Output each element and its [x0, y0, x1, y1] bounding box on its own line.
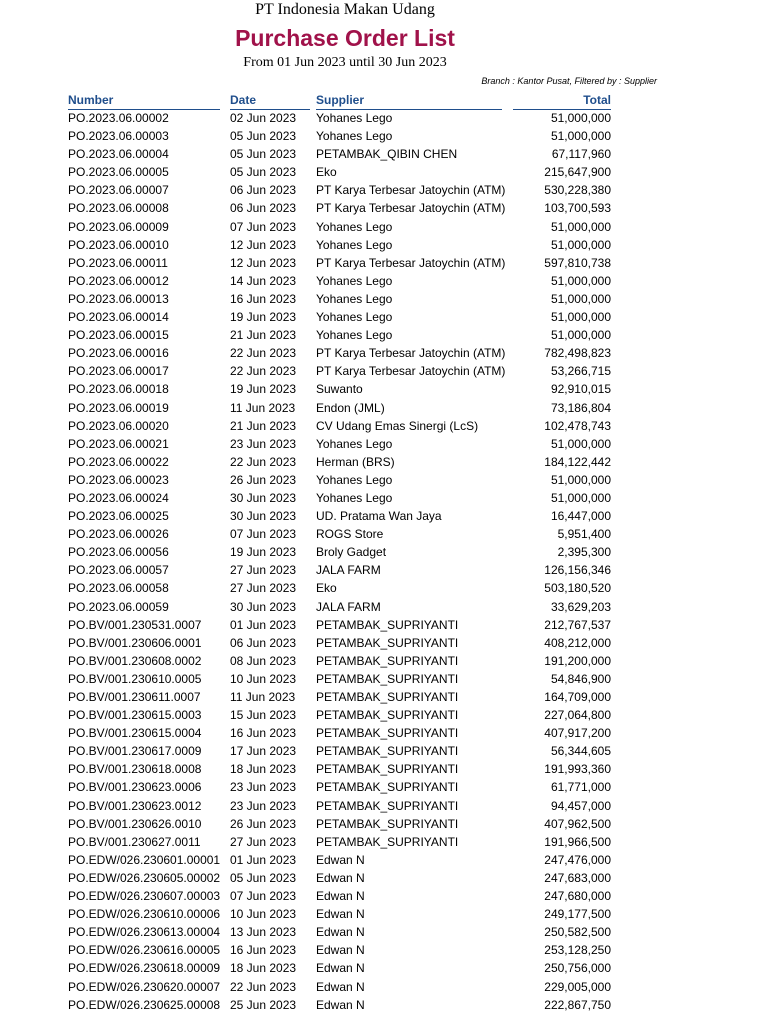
table-row [0, 380, 768, 398]
cell-supplier: PETAMBAK_SUPRIYANTI [316, 708, 459, 723]
cell-total: 102,478,743 [544, 418, 611, 433]
table-row [0, 417, 768, 435]
cell-date: 27 Jun 2023 [230, 563, 297, 578]
cell-supplier: PT Karya Terbesar Jatoychin (ATM) [316, 183, 506, 198]
cell-supplier: Yohanes Lego [316, 219, 393, 234]
cell-supplier: JALA FARM [316, 563, 381, 578]
table-row [0, 724, 768, 742]
cell-supplier: Edwan N [316, 852, 365, 867]
table-row [0, 742, 768, 760]
cell-supplier: Edwan N [316, 943, 365, 958]
cell-date: 26 Jun 2023 [230, 816, 297, 831]
cell-number: PO.2023.06.00003 [68, 129, 169, 144]
cell-date: 06 Jun 2023 [230, 183, 297, 198]
cell-number: PO.EDW/026.230625.00008 [68, 997, 221, 1012]
cell-date: 30 Jun 2023 [230, 599, 297, 614]
table-row [0, 598, 768, 616]
table-row [0, 435, 768, 453]
cell-supplier: Eko [316, 581, 337, 596]
cell-date: 27 Jun 2023 [230, 581, 297, 596]
cell-supplier: UD. Pratama Wan Jaya [316, 509, 442, 524]
cell-date: 07 Jun 2023 [230, 889, 297, 904]
company-name: PT Indonesia Makan Udang [255, 1, 435, 18]
cell-date: 10 Jun 2023 [230, 671, 297, 686]
cell-total: 94,457,000 [550, 798, 611, 813]
table-row [0, 996, 768, 1014]
cell-supplier: Edwan N [316, 870, 365, 885]
table-row [0, 923, 768, 941]
cell-date: 12 Jun 2023 [230, 237, 297, 252]
cell-total: 191,966,500 [544, 834, 611, 849]
cell-supplier: Edwan N [316, 925, 365, 940]
table-header [0, 92, 768, 109]
cell-total: 222,867,750 [544, 997, 611, 1012]
table-row [0, 688, 768, 706]
table-row [0, 344, 768, 362]
cell-supplier: Yohanes Lego [316, 436, 393, 451]
cell-supplier: PT Karya Terbesar Jatoychin (ATM) [316, 364, 506, 379]
table-row [0, 760, 768, 778]
cell-total: 56,344,605 [550, 744, 611, 759]
table-row [0, 869, 768, 887]
table-row [0, 399, 768, 417]
cell-total: 51,000,000 [550, 129, 611, 144]
cell-number: PO.2023.06.00010 [68, 237, 169, 252]
cell-supplier: PT Karya Terbesar Jatoychin (ATM) [316, 346, 506, 361]
cell-date: 18 Jun 2023 [230, 961, 297, 976]
cell-total: 61,771,000 [550, 780, 611, 795]
cell-date: 21 Jun 2023 [230, 418, 297, 433]
table-row [0, 634, 768, 652]
cell-supplier: Edwan N [316, 889, 365, 904]
cell-date: 22 Jun 2023 [230, 979, 297, 994]
cell-total: 164,709,000 [544, 690, 611, 704]
cell-supplier: PETAMBAK_SUPRIYANTI [316, 816, 459, 831]
table-row [0, 616, 768, 634]
table-row [0, 507, 768, 525]
cell-date: 15 Jun 2023 [230, 708, 297, 723]
cell-date: 30 Jun 2023 [230, 509, 297, 524]
cell-supplier: Yohanes Lego [316, 328, 393, 343]
cell-number: PO.BV/001.230615.0003 [68, 708, 202, 723]
cell-supplier: Yohanes Lego [316, 273, 393, 288]
cell-supplier: Edwan N [316, 961, 365, 976]
cell-number: PO.2023.06.00005 [68, 165, 169, 180]
cell-total: 54,846,900 [550, 671, 611, 686]
cell-supplier: Edwan N [316, 997, 365, 1012]
table-row [0, 199, 768, 217]
cell-number: PO.BV/001.230627.0011 [68, 834, 201, 849]
cell-supplier: Eko [316, 165, 337, 180]
cell-date: 14 Jun 2023 [230, 273, 297, 288]
report-title: Purchase Order List [235, 25, 455, 51]
cell-date: 11 Jun 2023 [230, 690, 296, 704]
cell-total: 191,993,360 [544, 762, 611, 777]
cell-date: 05 Jun 2023 [230, 870, 297, 885]
cell-total: 530,228,380 [544, 183, 611, 198]
cell-supplier: PETAMBAK_SUPRIYANTI [316, 653, 459, 668]
cell-number: PO.2023.06.00008 [68, 201, 169, 216]
cell-date: 21 Jun 2023 [230, 328, 297, 343]
cell-number: PO.2023.06.00014 [68, 310, 169, 325]
cell-number: PO.EDW/026.230616.00005 [68, 943, 221, 958]
cell-date: 16 Jun 2023 [230, 291, 297, 306]
table-row [0, 959, 768, 977]
cell-total: 51,000,000 [550, 273, 611, 288]
column-header-date: Date [230, 93, 310, 107]
cell-total: 73,186,804 [550, 400, 611, 415]
table-row [0, 706, 768, 724]
cell-number: PO.2023.06.00024 [68, 490, 169, 505]
table-row [0, 236, 768, 254]
cell-total: 247,683,000 [544, 870, 611, 885]
cell-date: 05 Jun 2023 [230, 165, 297, 180]
cell-total: 247,680,000 [544, 889, 611, 904]
cell-date: 12 Jun 2023 [230, 255, 297, 270]
cell-number: PO.2023.06.00016 [68, 346, 169, 361]
table-row [0, 652, 768, 670]
table-row [0, 489, 768, 507]
table-row [0, 272, 768, 290]
table-row [0, 109, 768, 127]
cell-date: 22 Jun 2023 [230, 364, 297, 379]
cell-date: 22 Jun 2023 [230, 346, 297, 361]
cell-supplier: PETAMBAK_SUPRIYANTI [316, 744, 459, 759]
cell-total: 227,064,800 [544, 708, 611, 723]
cell-date: 19 Jun 2023 [230, 310, 297, 325]
cell-number: PO.BV/001.230623.0006 [68, 780, 202, 795]
cell-date: 19 Jun 2023 [230, 545, 297, 560]
cell-total: 51,000,000 [550, 436, 611, 451]
cell-date: 01 Jun 2023 [230, 852, 297, 867]
cell-date: 23 Jun 2023 [230, 780, 297, 795]
table-row [0, 290, 768, 308]
table-row [0, 163, 768, 181]
column-header-supplier: Supplier [316, 93, 510, 107]
cell-supplier: JALA FARM [316, 599, 381, 614]
cell-total: 51,000,000 [550, 111, 611, 125]
cell-number: PO.EDW/026.230605.00002 [68, 870, 221, 885]
cell-date: 19 Jun 2023 [230, 382, 297, 397]
table-row [0, 254, 768, 272]
cell-total: 126,156,346 [544, 563, 611, 578]
cell-date: 18 Jun 2023 [230, 762, 297, 777]
cell-date: 22 Jun 2023 [230, 454, 297, 469]
cell-supplier: Edwan N [316, 907, 365, 922]
cell-total: 51,000,000 [550, 490, 611, 505]
cell-date: 23 Jun 2023 [230, 436, 297, 451]
cell-supplier: PETAMBAK_QIBIN CHEN [316, 147, 458, 162]
table-row [0, 543, 768, 561]
table-row [0, 181, 768, 199]
cell-date: 16 Jun 2023 [230, 726, 297, 741]
cell-supplier: Herman (BRS) [316, 454, 395, 469]
cell-supplier: PETAMBAK_SUPRIYANTI [316, 798, 459, 813]
cell-date: 05 Jun 2023 [230, 147, 297, 162]
cell-total: 53,266,715 [550, 364, 611, 379]
table-row [0, 471, 768, 489]
cell-date: 05 Jun 2023 [230, 129, 297, 144]
table-row [0, 815, 768, 833]
cell-supplier: Yohanes Lego [316, 472, 393, 487]
cell-date: 13 Jun 2023 [230, 925, 297, 940]
cell-total: 51,000,000 [550, 219, 611, 234]
table-row [0, 887, 768, 905]
cell-number: PO.2023.06.00058 [68, 581, 169, 596]
cell-number: PO.2023.06.00012 [68, 273, 169, 288]
cell-total: 16,447,000 [550, 509, 611, 524]
cell-number: PO.2023.06.00020 [68, 418, 169, 433]
cell-supplier: PETAMBAK_SUPRIYANTI [316, 762, 459, 777]
cell-date: 23 Jun 2023 [230, 798, 297, 813]
cell-number: PO.EDW/026.230618.00009 [68, 961, 221, 976]
cell-total: 191,200,000 [544, 653, 611, 668]
cell-number: PO.2023.06.00013 [68, 291, 169, 306]
cell-number: PO.EDW/026.230613.00004 [68, 925, 221, 940]
cell-number: PO.EDW/026.230601.00001 [68, 852, 221, 867]
cell-total: 782,498,823 [544, 346, 611, 361]
purchase-order-table [0, 109, 768, 1014]
cell-total: 250,582,500 [544, 925, 611, 940]
cell-total: 2,395,300 [557, 545, 611, 560]
cell-date: 06 Jun 2023 [230, 635, 297, 650]
cell-total: 51,000,000 [550, 472, 611, 487]
cell-number: PO.2023.06.00018 [68, 382, 169, 397]
cell-number: PO.2023.06.00026 [68, 527, 169, 542]
cell-number: PO.2023.06.00009 [68, 219, 169, 234]
cell-date: 11 Jun 2023 [230, 400, 296, 415]
column-header-number: Number [68, 93, 228, 107]
cell-date: 17 Jun 2023 [230, 744, 297, 759]
cell-number: PO.BV/001.230611.0007 [68, 690, 201, 704]
cell-supplier: Broly Gadget [316, 545, 387, 560]
cell-total: 67,117,960 [551, 147, 611, 162]
table-row [0, 833, 768, 851]
cell-number: PO.2023.06.00017 [68, 364, 169, 379]
table-row [0, 778, 768, 796]
cell-number: PO.BV/001.230615.0004 [68, 726, 202, 741]
cell-number: PO.BV/001.230608.0002 [68, 653, 202, 668]
cell-number: PO.2023.06.00007 [68, 183, 169, 198]
cell-number: PO.2023.06.00022 [68, 454, 169, 469]
cell-total: 51,000,000 [550, 237, 611, 252]
cell-number: PO.EDW/026.230620.00007 [68, 979, 221, 994]
table-row [0, 670, 768, 688]
cell-supplier: PETAMBAK_SUPRIYANTI [316, 726, 459, 741]
cell-supplier: PETAMBAK_SUPRIYANTI [316, 780, 459, 795]
cell-total: 250,756,000 [544, 961, 611, 976]
report-period: From 01 Jun 2023 until 30 Jun 2023 [243, 55, 447, 70]
cell-number: PO.2023.06.00004 [68, 147, 169, 162]
table-row [0, 308, 768, 326]
cell-total: 597,810,738 [544, 255, 611, 270]
cell-supplier: Yohanes Lego [316, 237, 393, 252]
filter-note: Branch : Kantor Pusat, Filtered by : Supplier [481, 76, 657, 86]
table-row [0, 362, 768, 380]
table-row [0, 905, 768, 923]
cell-number: PO.2023.06.00015 [68, 328, 169, 343]
cell-number: PO.BV/001.230626.0010 [68, 816, 202, 831]
cell-total: 212,767,537 [544, 617, 611, 632]
cell-total: 51,000,000 [550, 328, 611, 343]
cell-number: PO.2023.06.00011 [68, 255, 168, 270]
cell-total: 247,476,000 [544, 852, 611, 867]
cell-supplier: Suwanto [316, 382, 363, 397]
cell-date: 08 Jun 2023 [230, 653, 297, 668]
table-row [0, 851, 768, 869]
cell-supplier: PT Karya Terbesar Jatoychin (ATM) [316, 201, 506, 216]
table-row [0, 978, 768, 996]
cell-supplier: Yohanes Lego [316, 291, 393, 306]
cell-total: 33,629,203 [550, 599, 611, 614]
cell-supplier: CV Udang Emas Sinergi (LcS) [316, 418, 479, 433]
table-row [0, 218, 768, 236]
cell-supplier: PETAMBAK_SUPRIYANTI [316, 617, 459, 632]
table-row [0, 453, 768, 471]
table-row [0, 941, 768, 959]
cell-total: 215,647,900 [544, 165, 611, 180]
cell-total: 103,700,593 [544, 201, 611, 216]
cell-supplier: ROGS Store [316, 527, 384, 542]
column-header-total: Total [513, 93, 611, 107]
cell-date: 26 Jun 2023 [230, 472, 297, 487]
cell-supplier: PETAMBAK_SUPRIYANTI [316, 690, 459, 704]
table-row [0, 579, 768, 597]
cell-supplier: PT Karya Terbesar Jatoychin (ATM) [316, 255, 506, 270]
cell-number: PO.BV/001.230610.0005 [68, 671, 202, 686]
cell-date: 07 Jun 2023 [230, 527, 297, 542]
cell-number: PO.2023.06.00002 [68, 111, 169, 125]
cell-supplier: Yohanes Lego [316, 111, 393, 125]
cell-date: 06 Jun 2023 [230, 201, 297, 216]
table-row [0, 561, 768, 579]
cell-number: PO.2023.06.00056 [68, 545, 169, 560]
cell-supplier: Endon (JML) [316, 400, 385, 415]
cell-total: 407,917,200 [544, 726, 611, 741]
cell-total: 253,128,250 [544, 943, 611, 958]
cell-total: 407,962,500 [544, 816, 611, 831]
cell-supplier: Yohanes Lego [316, 310, 393, 325]
cell-total: 408,212,000 [544, 635, 611, 650]
cell-total: 229,005,000 [544, 979, 611, 994]
cell-date: 07 Jun 2023 [230, 219, 297, 234]
table-row [0, 326, 768, 344]
cell-date: 27 Jun 2023 [230, 834, 297, 849]
cell-date: 02 Jun 2023 [230, 111, 297, 125]
cell-total: 51,000,000 [550, 291, 611, 306]
cell-total: 92,910,015 [550, 382, 611, 397]
cell-number: PO.2023.06.00023 [68, 472, 169, 487]
cell-number: PO.EDW/026.230610.00006 [68, 907, 221, 922]
cell-supplier: PETAMBAK_SUPRIYANTI [316, 635, 459, 650]
cell-number: PO.BV/001.230606.0001 [68, 635, 202, 650]
cell-number: PO.BV/001.230617.0009 [68, 744, 202, 759]
table-row [0, 145, 768, 163]
cell-number: PO.2023.06.00019 [68, 400, 169, 415]
cell-supplier: PETAMBAK_SUPRIYANTI [316, 671, 459, 686]
cell-number: PO.BV/001.230531.0007 [68, 617, 202, 632]
cell-number: PO.EDW/026.230607.00003 [68, 889, 221, 904]
cell-date: 10 Jun 2023 [230, 907, 297, 922]
cell-total: 184,122,442 [544, 454, 611, 469]
cell-supplier: Yohanes Lego [316, 490, 393, 505]
cell-total: 249,177,500 [544, 907, 611, 922]
cell-number: PO.2023.06.00059 [68, 599, 169, 614]
table-row [0, 127, 768, 145]
cell-number: PO.2023.06.00021 [68, 436, 169, 451]
cell-total: 503,180,520 [544, 581, 611, 596]
cell-date: 16 Jun 2023 [230, 943, 297, 958]
cell-supplier: PETAMBAK_SUPRIYANTI [316, 834, 459, 849]
cell-number: PO.BV/001.230618.0008 [68, 762, 202, 777]
cell-date: 30 Jun 2023 [230, 490, 297, 505]
cell-total: 5,951,400 [557, 527, 611, 542]
table-row [0, 525, 768, 543]
cell-number: PO.BV/001.230623.0012 [68, 798, 202, 813]
cell-date: 01 Jun 2023 [230, 617, 297, 632]
table-row [0, 797, 768, 815]
cell-number: PO.2023.06.00057 [68, 563, 169, 578]
cell-number: PO.2023.06.00025 [68, 509, 169, 524]
cell-supplier: Edwan N [316, 979, 365, 994]
cell-supplier: Yohanes Lego [316, 129, 393, 144]
cell-total: 51,000,000 [550, 310, 611, 325]
cell-date: 25 Jun 2023 [230, 997, 297, 1012]
